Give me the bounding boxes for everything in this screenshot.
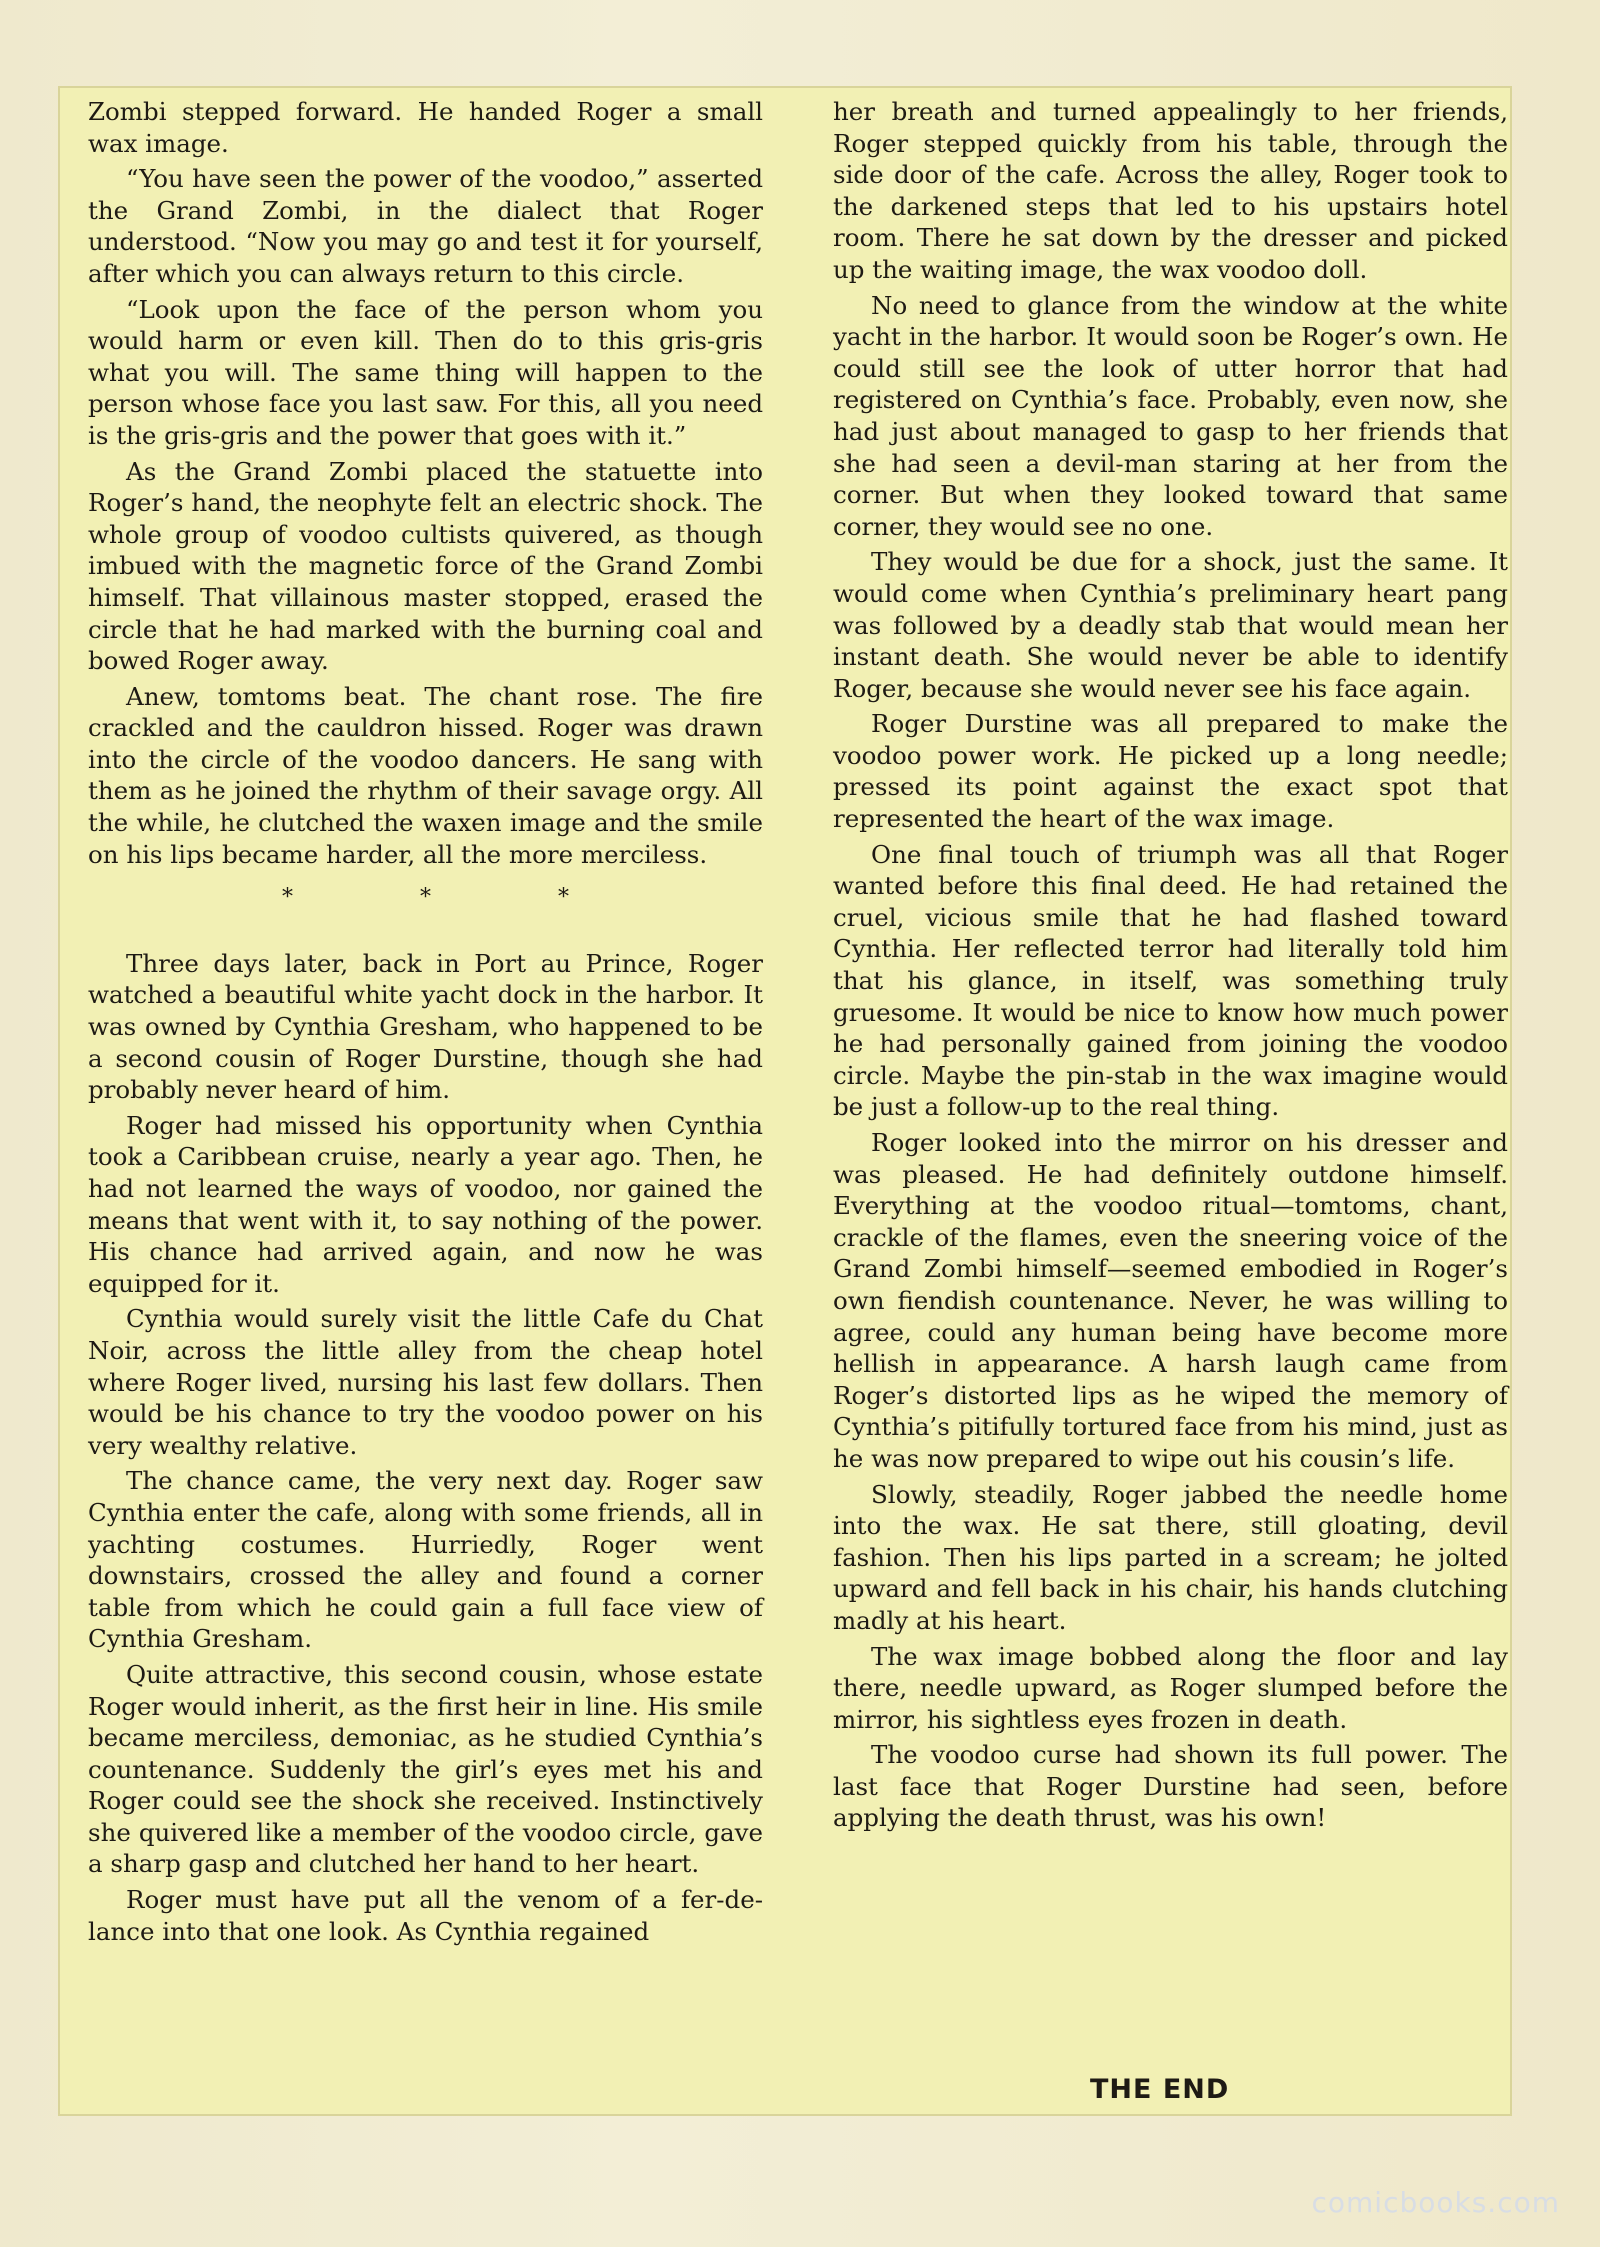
right-column — [833, 96, 1508, 1834]
paragraph: The chance came, the very next day. Roger saw Cynthia enter the cafe, along with some friends, all in yachting costumes. Hurriedly, Roger went downstairs, crossed the alley and found a corner table from which he could gain a full face view of Cynthia Gresham. — [88, 1466, 763, 1654]
paragraph: Quite attractive, this second cousin, whose estate Roger would inherit, as the first heir in line. His smile became merciless, demoniac, as he studied Cynthia’s countenance. Suddenly the girl’s eyes met his and Roger could see the shock she received. Instinctively she quivered like a member of the voodoo circle, gave a sharp gasp and clutched her hand to her heart. — [88, 1659, 763, 1879]
paragraph: Roger looked into the mirror on his dresser and was pleased. He had definitely outdone himself. Everything at the voodoo ritual—tomtoms, chant, crackle of the flames, even the sneering voice of the Grand Zombi himself—seemed embodied in Roger’s own fiendish countenance. Never, he was willing to agree, could any human being have become more hellish in appearance. A harsh laugh came from Roger’s distorted lips as he wiped the memory of Cynthia’s pitifully tortured face from his mind, just as he was now prepared to wipe out his cousin’s life. — [833, 1128, 1508, 1473]
site-watermark: comicbooks.com — [1311, 2186, 1560, 2219]
paragraph: As the Grand Zombi placed the statuette into Roger’s hand, the neophyte felt an electric shock. The whole group of voodoo cultists quivered, as though imbued with the magnetic force of the Grand Zombi himself. That villainous master stopped, erased the circle that he had marked with the burning coal and bowed Roger away. — [88, 456, 763, 676]
paragraph: her breath and turned appealingly to her friends, Roger stepped quickly from his table, through the side door of the cafe. Across the alley, Roger took to the darkened steps that led to his upstairs hotel room. There he sat down by the dresser and picked up the waiting image, the wax voodoo doll. — [833, 97, 1508, 284]
paragraph: The voodoo curse had shown its full power. The last face that Roger Durstine had seen, before applying the death thrust, was his own! — [833, 1740, 1508, 1833]
paragraph: Roger had missed his opportunity when Cynthia took a Caribbean cruise, nearly a year ago. Then, he had not learned the ways of voodoo, nor gained the means that went with it, to say nothing of the power. His chance had arrived again, and now he was equipped for it. — [88, 1110, 763, 1298]
paragraph: They would be due for a shock, just the same. It would come when Cynthia’s preliminary heart pang was followed by a deadly stab that would mean her instant death. She would never be able to identify Roger, because she would never see his face again. — [833, 547, 1508, 703]
paragraph: One final touch of triumph was all that Roger wanted before this final deed. He had retained the cruel, vicious smile that he had flashed toward Cynthia. Her reflected terror had literally told him that his glance, in itself, was something truly gruesome. It would be nice to know how much power he had personally gained from joining the voodoo circle. Maybe the pin-stab in the wax imagine would be just a follow-up to the real thing. — [833, 839, 1508, 1122]
paragraph: Anew, tomtoms beat. The chant rose. The fire crackled and the cauldron hissed. Roger was drawn into the circle of the voodoo dancers. He sang with them as he joined the rhythm of their savage orgy. All the while, he clutched the waxen image and the smile on his lips became harder, all the more merciless. — [88, 681, 763, 869]
paragraph: Three days later, back in Port au Prince, Roger watched a beautiful white yacht dock in the harbor. It was owned by Cynthia Gresham, who happened to be a second cousin of Roger Durstine, though she had probably never heard of him. — [88, 948, 763, 1105]
paragraph: Slowly, steadily, Roger jabbed the needle home into the wax. He sat there, still gloating, devil fashion. Then his lips parted in a scream; he jolted upward and fell back in his chair, his hands clutching madly at his heart. — [833, 1479, 1508, 1635]
paragraph: No need to glance from the window at the white yacht in the harbor. It would soon be Roger’s own. He could still see the look of utter horror that had registered on Cynthia’s face. Probably, even now, she had just about managed to gasp to her friends that she had seen a devil-man staring at her from the corner. But when they looked toward that same corner, they would see no one. — [833, 290, 1508, 541]
paragraph: Roger Durstine was all prepared to make the voodoo power work. He picked up a long needle; pressed its point against the exact spot that represented the heart of the wax image. — [833, 709, 1508, 834]
left-column — [88, 96, 763, 1947]
paragraph: “You have seen the power of the voodoo,” asserted the Grand Zombi, in the dialect that Roger understood. “Now you may go and test it for yourself, after which you can always return to this circle. — [88, 164, 763, 288]
paragraph: Zombi stepped forward. He handed Roger a small wax image. — [88, 97, 763, 158]
paragraph: Cynthia would surely visit the little Cafe du Chat Noir, across the little alley from the cheap hotel where Roger lived, nursing his last few dollars. Then would be his chance to try the voodoo power on his very wealthy relative. — [88, 1304, 763, 1460]
paragraph: “Look upon the face of the person whom you would harm or even kill. Then do to this gris-gris what you will. The same thing will happen to the person whose face you last saw. For this, all you need is the gris-gris and the power that goes with it.” — [88, 294, 763, 450]
section-separator: * * * — [282, 885, 629, 911]
paragraph: Roger must have put all the venom of a fer-de-lance into that one look. As Cynthia regained — [88, 1885, 763, 1946]
the-end-label: THE END — [1090, 2074, 1230, 2105]
paragraph: The wax image bobbed along the floor and lay there, needle upward, as Roger slumped before the mirror, his sightless eyes frozen in death. — [833, 1641, 1508, 1734]
